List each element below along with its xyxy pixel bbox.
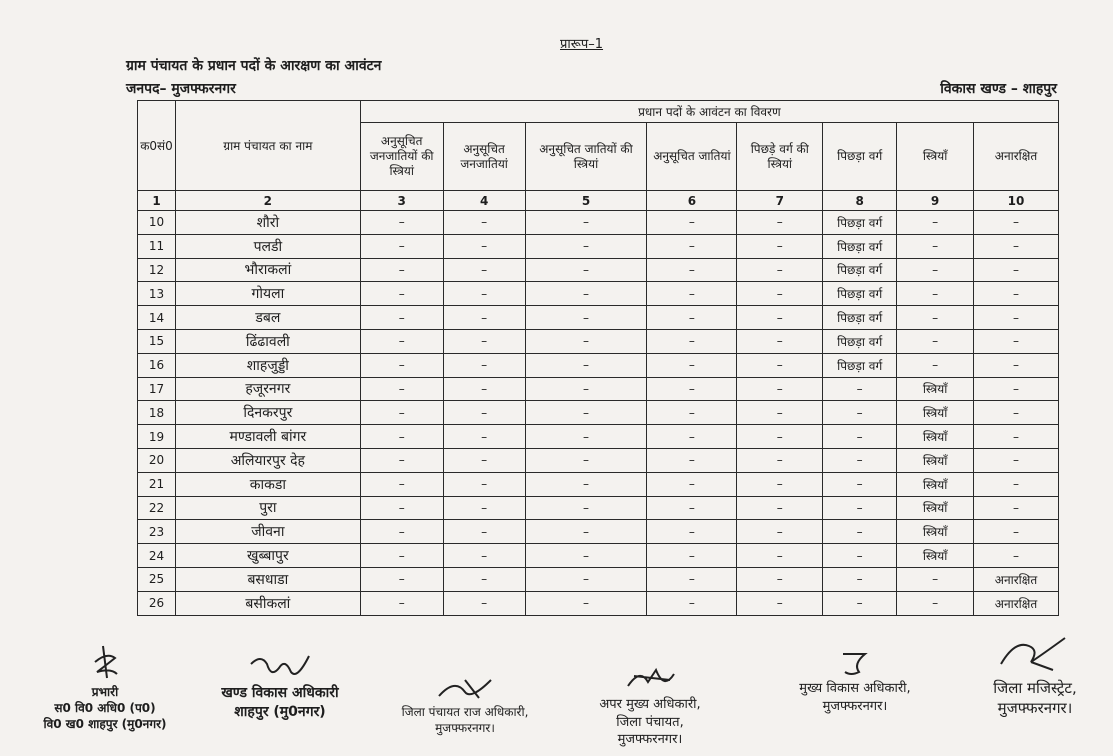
allocation-cell: – <box>525 448 647 472</box>
panchayat-name-cell: शौरो <box>175 211 360 235</box>
allocation-cell: – <box>647 591 737 615</box>
signature-block-dm <box>960 634 1110 719</box>
allocation-cell: – <box>525 211 647 235</box>
allocation-cell: – <box>647 234 737 258</box>
column-number: 7 <box>737 191 823 211</box>
table-row <box>138 520 1059 544</box>
column-number: 5 <box>525 191 647 211</box>
allocation-cell: पिछड़ा वर्ग <box>823 234 897 258</box>
allocation-cell: – <box>360 234 443 258</box>
table-row <box>138 306 1059 330</box>
allocation-cell: – <box>974 329 1059 353</box>
header-category: स्त्रियाँ <box>897 123 974 191</box>
allocation-cell: स्त्रियाँ <box>897 496 974 520</box>
allocation-cell: – <box>897 234 974 258</box>
allocation-cell: – <box>443 591 525 615</box>
allocation-cell: – <box>525 520 647 544</box>
allocation-cell: स्त्रियाँ <box>897 472 974 496</box>
allocation-cell: – <box>647 377 737 401</box>
allocation-cell: – <box>737 520 823 544</box>
form-number: प्रारूप–1 <box>560 37 604 52</box>
table-row <box>138 544 1059 568</box>
header-serial: क0सं0 <box>138 101 176 191</box>
signature-block-dpro <box>375 676 555 736</box>
district-label: जनपद– मुजफ्फरनगर <box>126 81 236 97</box>
allocation-cell: – <box>525 282 647 306</box>
panchayat-name-cell: डबल <box>175 306 360 330</box>
table-row <box>138 258 1059 282</box>
allocation-cell: – <box>443 353 525 377</box>
allocation-cell: – <box>737 282 823 306</box>
allocation-cell: स्त्रियाँ <box>897 401 974 425</box>
table-row <box>138 401 1059 425</box>
allocation-cell: – <box>525 353 647 377</box>
serial-number-cell: 17 <box>138 377 176 401</box>
allocation-cell: – <box>647 211 737 235</box>
signature-scribble <box>435 676 495 702</box>
header-category: अनुसूचित जनजातियां <box>443 123 525 191</box>
document-heading: ग्राम पंचायत के प्रधान पदों के आरक्षण का आवंटन <box>126 58 382 74</box>
allocation-cell: – <box>443 234 525 258</box>
header-panchayat-name: ग्राम पंचायत का नाम <box>175 101 360 191</box>
allocation-cell: स्त्रियाँ <box>897 544 974 568</box>
allocation-cell: स्त्रियाँ <box>897 377 974 401</box>
allocation-cell: स्त्रियाँ <box>897 520 974 544</box>
allocation-cell: – <box>974 448 1059 472</box>
allocation-cell: – <box>443 425 525 449</box>
allocation-cell: – <box>360 520 443 544</box>
allocation-cell: – <box>525 472 647 496</box>
allocation-cell: – <box>897 211 974 235</box>
serial-number-cell: 11 <box>138 234 176 258</box>
header-category: अनारक्षित <box>974 123 1059 191</box>
signature-line: मुजफ्फरनगर। <box>435 721 495 736</box>
allocation-cell: – <box>737 353 823 377</box>
allocation-cell: – <box>443 377 525 401</box>
allocation-cell: – <box>443 211 525 235</box>
allocation-cell: – <box>974 425 1059 449</box>
signature-line: जिला पंचायत राज अधिकारी, <box>401 705 529 719</box>
serial-number-cell: 15 <box>138 329 176 353</box>
allocation-cell: – <box>647 520 737 544</box>
allocation-cell: – <box>897 567 974 591</box>
allocation-cell: – <box>974 496 1059 520</box>
allocation-cell: – <box>737 472 823 496</box>
serial-number-cell: 26 <box>138 591 176 615</box>
allocation-cell: – <box>360 258 443 282</box>
allocation-cell: – <box>647 329 737 353</box>
allocation-cell: – <box>974 401 1059 425</box>
allocation-cell: – <box>525 234 647 258</box>
allocation-cell: – <box>360 544 443 568</box>
allocation-cell: – <box>443 306 525 330</box>
allocation-cell: – <box>737 377 823 401</box>
allocation-cell: – <box>737 567 823 591</box>
allocation-cell: – <box>897 591 974 615</box>
panchayat-name-cell: अलियारपुर देह <box>175 448 360 472</box>
allocation-cell: पिछड़ा वर्ग <box>823 329 897 353</box>
allocation-cell: – <box>823 425 897 449</box>
serial-number-cell: 13 <box>138 282 176 306</box>
allocation-cell: – <box>823 448 897 472</box>
allocation-cell: अनारक्षित <box>974 591 1059 615</box>
allocation-cell: – <box>443 448 525 472</box>
panchayat-name-cell: ढिंढावली <box>175 329 360 353</box>
panchayat-name-cell: पुरा <box>175 496 360 520</box>
header-category: अनुसूचित जनजातियों की स्त्रियां <box>360 123 443 191</box>
allocation-cell: – <box>897 306 974 330</box>
allocation-cell: – <box>360 401 443 425</box>
allocation-cell: – <box>360 329 443 353</box>
allocation-cell: – <box>443 329 525 353</box>
header-category: पिछड़ा वर्ग <box>823 123 897 191</box>
allocation-cell: – <box>974 306 1059 330</box>
signature-line: प्रभारी <box>91 685 119 699</box>
column-number: 2 <box>175 191 360 211</box>
allocation-cell: – <box>647 258 737 282</box>
allocation-cell: – <box>360 282 443 306</box>
table-row <box>138 353 1059 377</box>
allocation-cell: – <box>443 258 525 282</box>
allocation-cell: – <box>443 567 525 591</box>
panchayat-name-cell: मण्डावली बांगर <box>175 425 360 449</box>
allocation-cell: पिछड़ा वर्ग <box>823 353 897 377</box>
serial-number-cell: 19 <box>138 425 176 449</box>
allocation-cell: – <box>737 329 823 353</box>
allocation-cell: स्त्रियाँ <box>897 448 974 472</box>
panchayat-name-cell: बसीकलां <box>175 591 360 615</box>
allocation-cell: – <box>974 234 1059 258</box>
table-row <box>138 282 1059 306</box>
allocation-cell: पिछड़ा वर्ग <box>823 282 897 306</box>
allocation-cell: अनारक्षित <box>974 567 1059 591</box>
signature-line: स0 वि0 अधि0 (प0) <box>54 701 156 716</box>
allocation-cell: – <box>525 496 647 520</box>
allocation-cell: – <box>525 544 647 568</box>
signature-block-cdo <box>775 648 935 715</box>
signature-line: खण्ड विकास अधिकारी <box>221 685 339 701</box>
allocation-cell: – <box>737 234 823 258</box>
allocation-cell: – <box>525 306 647 330</box>
allocation-cell: – <box>647 353 737 377</box>
allocation-cell: – <box>974 353 1059 377</box>
allocation-cell: – <box>823 520 897 544</box>
allocation-cell: पिछड़ा वर्ग <box>823 306 897 330</box>
allocation-cell: – <box>737 306 823 330</box>
allocation-cell: – <box>360 377 443 401</box>
table-row <box>138 472 1059 496</box>
table-row <box>138 425 1059 449</box>
allocation-cell: – <box>525 591 647 615</box>
allocation-cell: – <box>360 448 443 472</box>
allocation-cell: – <box>974 544 1059 568</box>
column-number: 4 <box>443 191 525 211</box>
allocation-cell: – <box>897 329 974 353</box>
column-number: 1 <box>138 191 176 211</box>
table-row <box>138 234 1059 258</box>
signature-line: मुजफ्फरनगर। <box>617 732 683 748</box>
table-row <box>138 567 1059 591</box>
allocation-cell: स्त्रियाँ <box>897 425 974 449</box>
signature-scribble <box>995 634 1075 676</box>
allocation-cell: – <box>647 496 737 520</box>
allocation-cell: – <box>525 377 647 401</box>
serial-number-cell: 18 <box>138 401 176 425</box>
allocation-cell: – <box>823 544 897 568</box>
panchayat-name-cell: खुब्बापुर <box>175 544 360 568</box>
signature-scribble <box>835 648 875 678</box>
allocation-cell: – <box>974 211 1059 235</box>
allocation-cell: – <box>737 496 823 520</box>
serial-number-cell: 16 <box>138 353 176 377</box>
table-row <box>138 377 1059 401</box>
allocation-cell: – <box>525 401 647 425</box>
allocation-cell: – <box>974 377 1059 401</box>
allocation-cell: – <box>647 401 737 425</box>
allocation-cell: – <box>897 258 974 282</box>
signature-line: अपर मुख्य अधिकारी, <box>599 697 701 712</box>
allocation-cell: – <box>823 591 897 615</box>
reservation-table <box>137 100 1059 616</box>
signature-block-amo <box>570 664 730 749</box>
allocation-cell: – <box>647 544 737 568</box>
panchayat-name-cell: बसधाडा <box>175 567 360 591</box>
allocation-cell: – <box>360 211 443 235</box>
allocation-cell: – <box>443 544 525 568</box>
allocation-cell: – <box>823 567 897 591</box>
allocation-cell: – <box>360 567 443 591</box>
signature-line: जिला मजिस्ट्रेट, <box>993 679 1077 697</box>
allocation-cell: – <box>525 258 647 282</box>
allocation-cell: – <box>443 520 525 544</box>
allocation-cell: पिछड़ा वर्ग <box>823 211 897 235</box>
table-row <box>138 496 1059 520</box>
allocation-cell: – <box>737 425 823 449</box>
table-row <box>138 329 1059 353</box>
allocation-cell: – <box>647 472 737 496</box>
allocation-cell: – <box>525 425 647 449</box>
table-body <box>138 211 1059 616</box>
serial-number-cell: 12 <box>138 258 176 282</box>
serial-number-cell: 10 <box>138 211 176 235</box>
allocation-cell: – <box>737 258 823 282</box>
panchayat-name-cell: दिनकरपुर <box>175 401 360 425</box>
signature-block-incharge <box>30 644 180 733</box>
panchayat-name-cell: हजूरनगर <box>175 377 360 401</box>
signature-block-bdo <box>195 650 365 722</box>
panchayat-name-cell: काकडा <box>175 472 360 496</box>
signature-line: मुजफ्फरनगर। <box>997 699 1073 718</box>
allocation-cell: – <box>647 282 737 306</box>
column-number: 8 <box>823 191 897 211</box>
allocation-cell: – <box>360 496 443 520</box>
allocation-cell: – <box>974 472 1059 496</box>
signature-line: वि0 ख0 शाहपुर (मु0नगर) <box>43 717 167 732</box>
signature-scribble <box>620 664 680 694</box>
allocation-cell: – <box>823 401 897 425</box>
signature-line: मुख्य विकास अधिकारी, <box>799 681 911 696</box>
panchayat-name-cell: जीवना <box>175 520 360 544</box>
allocation-cell: – <box>647 306 737 330</box>
signature-section <box>0 640 1113 756</box>
header-category: अनुसूचित जातियां <box>647 123 737 191</box>
allocation-cell: – <box>647 448 737 472</box>
allocation-cell: – <box>443 282 525 306</box>
serial-number-cell: 23 <box>138 520 176 544</box>
allocation-cell: – <box>647 425 737 449</box>
serial-number-cell: 14 <box>138 306 176 330</box>
panchayat-name-cell: भौराकलां <box>175 258 360 282</box>
column-number: 10 <box>974 191 1059 211</box>
allocation-cell: – <box>360 591 443 615</box>
allocation-cell: – <box>897 353 974 377</box>
allocation-cell: – <box>443 496 525 520</box>
serial-number-cell: 20 <box>138 448 176 472</box>
serial-number-cell: 22 <box>138 496 176 520</box>
header-category: अनुसूचित जातियों की स्त्रियां <box>525 123 647 191</box>
allocation-cell: – <box>823 496 897 520</box>
signature-scribble <box>85 644 125 682</box>
allocation-cell: – <box>737 401 823 425</box>
allocation-cell: – <box>737 591 823 615</box>
column-number: 3 <box>360 191 443 211</box>
allocation-cell: – <box>737 211 823 235</box>
allocation-cell: – <box>360 306 443 330</box>
column-number: 9 <box>897 191 974 211</box>
allocation-cell: – <box>737 544 823 568</box>
allocation-cell: – <box>737 448 823 472</box>
allocation-cell: – <box>823 377 897 401</box>
allocation-cell: – <box>360 425 443 449</box>
table-row <box>138 591 1059 615</box>
header-category: पिछड़े वर्ग की स्त्रियां <box>737 123 823 191</box>
serial-number-cell: 25 <box>138 567 176 591</box>
allocation-cell: – <box>647 567 737 591</box>
block-label: विकास खण्ड – शाहपुर <box>940 81 1057 97</box>
panchayat-name-cell: पलडी <box>175 234 360 258</box>
panchayat-name-cell: शाहजुड्डी <box>175 353 360 377</box>
signature-line: शाहपुर (मु0नगर) <box>234 703 326 720</box>
allocation-cell: – <box>974 520 1059 544</box>
signature-scribble <box>245 650 315 682</box>
panchayat-name-cell: गोयला <box>175 282 360 306</box>
signature-line: जिला पंचायत, <box>616 714 684 730</box>
allocation-cell: – <box>360 353 443 377</box>
allocation-cell: – <box>443 401 525 425</box>
allocation-cell: – <box>525 567 647 591</box>
allocation-cell: – <box>443 472 525 496</box>
allocation-cell: पिछड़ा वर्ग <box>823 258 897 282</box>
header-allocation-group: प्रधान पदों के आवंटन का विवरण <box>360 101 1058 123</box>
column-number: 6 <box>647 191 737 211</box>
allocation-cell: – <box>360 472 443 496</box>
serial-number-cell: 24 <box>138 544 176 568</box>
signature-line: मुजफ्फरनगर। <box>822 698 888 714</box>
serial-number-cell: 21 <box>138 472 176 496</box>
allocation-cell: – <box>974 282 1059 306</box>
allocation-cell: – <box>525 329 647 353</box>
table-row <box>138 448 1059 472</box>
table-row <box>138 211 1059 235</box>
allocation-cell: – <box>974 258 1059 282</box>
allocation-cell: – <box>897 282 974 306</box>
allocation-cell: – <box>823 472 897 496</box>
